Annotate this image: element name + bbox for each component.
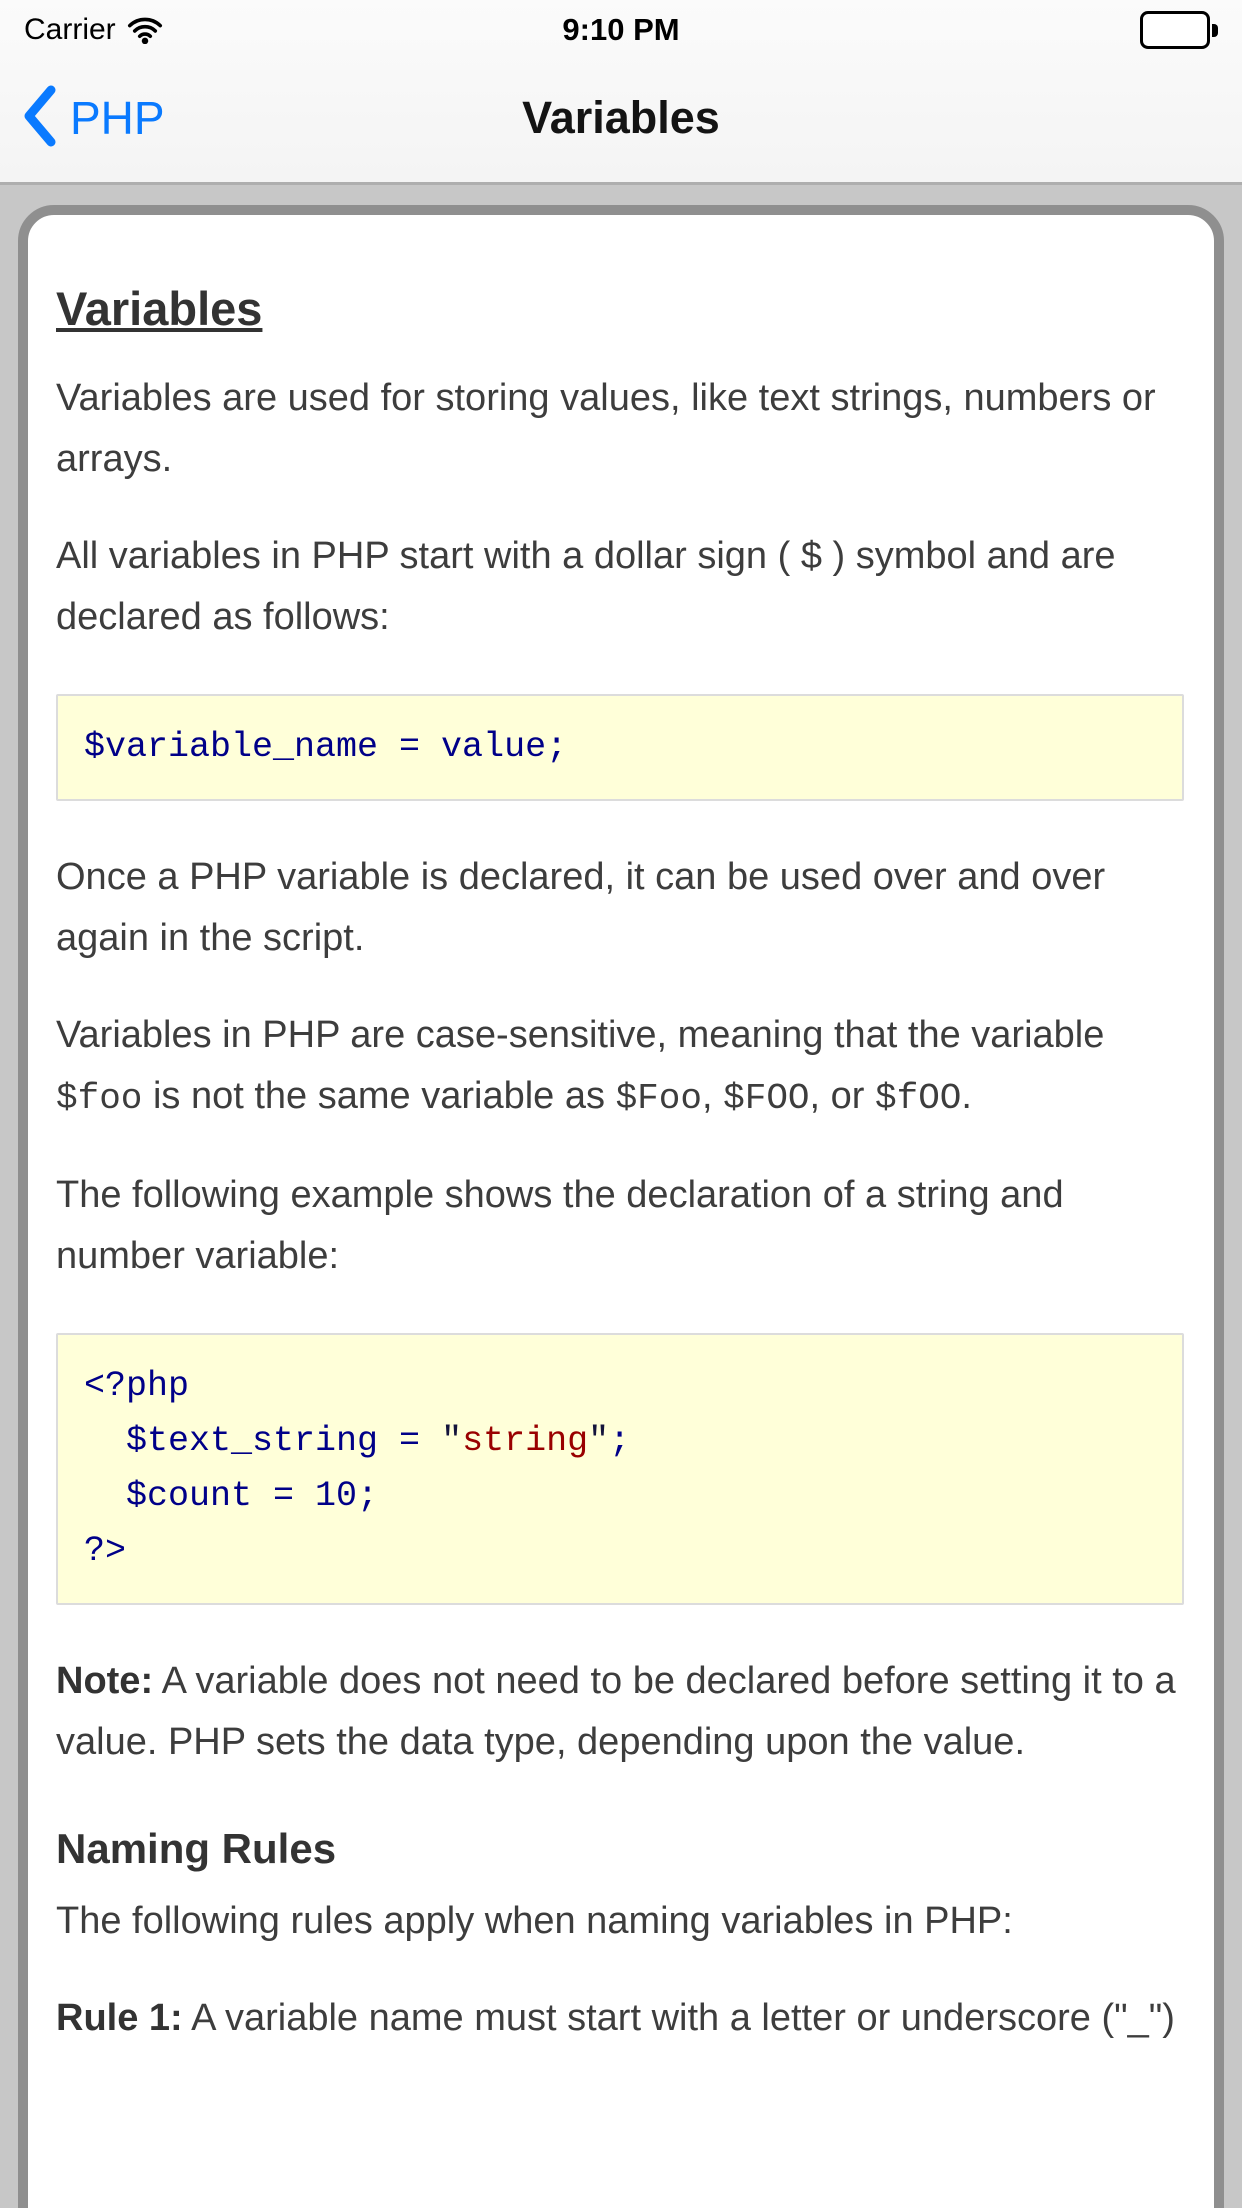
code-block-example: <?php $text_string = "string"; $count = 10; ?> <box>56 1333 1184 1605</box>
back-label: PHP <box>70 92 165 144</box>
paragraph-intro: Variables are used for storing values, like text strings, numbers or arrays. <box>56 377 1156 480</box>
carrier-label: Carrier <box>24 13 116 46</box>
paragraph-rules-intro: The following rules apply when naming variables in PHP: <box>56 1900 1013 1942</box>
code-block-declaration: $variable_name = value; <box>56 694 1184 801</box>
paragraph-once-declared: Once a PHP variable is declared, it can be used over and over again in the script. <box>56 856 1106 959</box>
paragraph-rule-1: Rule 1: A variable name must start with a letter or underscore ("_") <box>56 1997 1175 2039</box>
paragraph-dollar-sign: All variables in PHP start with a dollar sign ( $ ) symbol and are declared as follows: <box>56 535 1116 638</box>
back-button[interactable] <box>22 54 165 182</box>
paragraph-note: Note: A variable does not need to be declared before setting it to a value. PHP sets the data type, depending upon the value. <box>56 1660 1176 1763</box>
article-title: Variables <box>56 282 263 335</box>
top-chrome <box>0 0 1242 185</box>
paragraph-example-intro: The following example shows the declaration of a string and number variable: <box>56 1174 1064 1277</box>
clock-label: 9:10 PM <box>562 12 680 47</box>
heading-naming-rules: Naming Rules <box>56 1825 337 1872</box>
navigation-bar <box>0 54 1242 182</box>
chevron-left-icon <box>22 85 56 152</box>
status-bar <box>0 0 1242 54</box>
page-title: Variables <box>522 92 720 143</box>
content-scroll-view[interactable] <box>0 185 1242 2208</box>
paragraph-case-sensitive: Variables in PHP are case-sensitive, meaning that the variable $foo is not the same variable as $Foo, $FOO, or $fOO. <box>56 1014 1105 1119</box>
article-card <box>18 205 1224 2208</box>
